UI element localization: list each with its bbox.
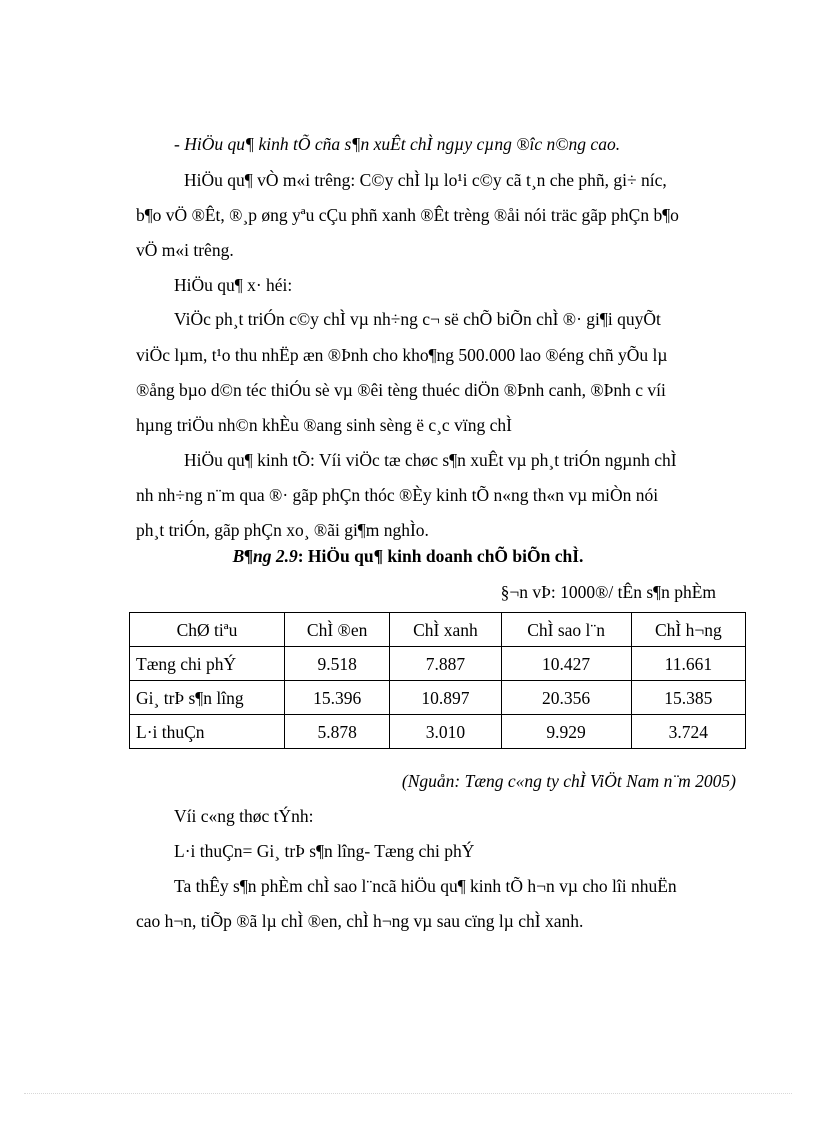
social-line-3: ®ång bµo d©n téc thiÓu sè vµ ®êi tèng thuéc diÖn ®Þnh canh, ®Þnh c víi xyxy=(136,380,666,400)
table-cell: 11.661 xyxy=(631,647,745,681)
header-cell: ChØ tiªu xyxy=(130,613,285,647)
row-label: L·i thuÇn xyxy=(130,715,285,749)
header-cell: ChÌ xanh xyxy=(390,613,501,647)
table-cell: 20.356 xyxy=(501,681,631,715)
social-line-2: viÖc lµm, t¹o thu nhËp æn ®Þnh cho kho¶ng 500.000 lao ®éng chñ yÕu lµ xyxy=(136,345,668,365)
table-source: (Nguån: Tæng c«ng ty chÌ ViÖt Nam n¨m 2005) xyxy=(401,771,736,791)
environment-line-2: b¶o vÖ ®Êt, ®¸p øng yªu cÇu phñ xanh ®Êt trèng ®åi nói träc gãp phÇn b¶o xyxy=(136,205,679,225)
page-footer-divider xyxy=(24,1093,792,1094)
table-row xyxy=(130,647,746,681)
row-label: Tæng chi phÝ xyxy=(130,647,285,681)
table-cell: 10.897 xyxy=(390,681,501,715)
efficiency-table xyxy=(129,612,746,749)
environment-line-3: vÖ m«i trêng. xyxy=(136,240,234,260)
table-caption xyxy=(0,545,816,567)
conclusion-line-2: cao h¬n, tiÕp ®ã lµ chÌ ®en, chÌ h¬ng vµ sau cïng lµ chÌ xanh. xyxy=(136,911,584,931)
table-cell: 5.878 xyxy=(285,715,390,749)
header-cell: ChÌ h¬ng xyxy=(631,613,745,647)
table-cell: 9.929 xyxy=(501,715,631,749)
table-cell: 3.010 xyxy=(390,715,501,749)
table-cell: 15.396 xyxy=(285,681,390,715)
table-row xyxy=(130,681,746,715)
social-heading: HiÖu qu¶ x· héi: xyxy=(174,275,293,295)
economic-line-1: HiÖu qu¶ kinh tÕ: Víi viÖc tæ chøc s¶n xuÊt vµ ph¸t triÓn ngµnh chÌ xyxy=(184,450,677,470)
environment-line-1: HiÖu qu¶ vÒ m«i trêng: C©y chÌ lµ lo¹i c©y cã t¸n che phñ, gi÷ níc, xyxy=(184,170,667,190)
economic-line-2: nh nh÷ng n¨m qua ®· gãp phÇn thóc ®Èy kinh tÕ n«ng th«n vµ miÒn nói xyxy=(136,485,659,505)
table-header-row xyxy=(130,613,746,647)
conclusion-line-1: Ta thÊy s¶n phÈm chÌ sao l¨ncã hiÖu qu¶ kinh tÕ h¬n vµ cho lîi nhuËn xyxy=(174,876,677,896)
table-row xyxy=(130,715,746,749)
economic-line-3: ph¸t triÓn, gãp phÇn xo¸ ®ãi gi¶m nghÌo. xyxy=(136,520,429,540)
row-label: Gi¸ trÞ s¶n lîng xyxy=(130,681,285,715)
social-line-1: ViÖc ph¸t triÓn c©y chÌ vµ nh÷ng c¬ së chÕ biÕn chÌ ®· gi¶i quyÕt xyxy=(174,309,661,329)
intro-bullet: - HiÖu qu¶ kinh tÕ cña s¶n xuÊt chÌ ngµy cµng ®îc n©ng cao. xyxy=(174,134,621,154)
table-cell: 7.887 xyxy=(390,647,501,681)
header-cell: ChÌ sao l¨n xyxy=(501,613,631,647)
table-caption-number: B¶ng 2.9 xyxy=(232,546,298,566)
table-cell: 15.385 xyxy=(631,681,745,715)
social-line-4: hµng triÖu nh©n khÈu ®ang sinh sèng ë c¸c vïng chÌ xyxy=(136,415,512,435)
table-cell: 3.724 xyxy=(631,715,745,749)
table-cell: 10.427 xyxy=(501,647,631,681)
formula-intro: Víi c«ng thøc tÝnh: xyxy=(174,806,314,826)
header-cell: ChÌ ®en xyxy=(285,613,390,647)
table-caption-title: : HiÖu qu¶ kinh doanh chÕ biÕn chÌ. xyxy=(297,546,584,566)
formula: L·i thuÇn= Gi¸ trÞ s¶n lîng- Tæng chi phÝ xyxy=(174,841,475,861)
table-unit: §¬n vÞ: 1000®/ tÊn s¶n phÈm xyxy=(500,582,716,602)
table-cell: 9.518 xyxy=(285,647,390,681)
